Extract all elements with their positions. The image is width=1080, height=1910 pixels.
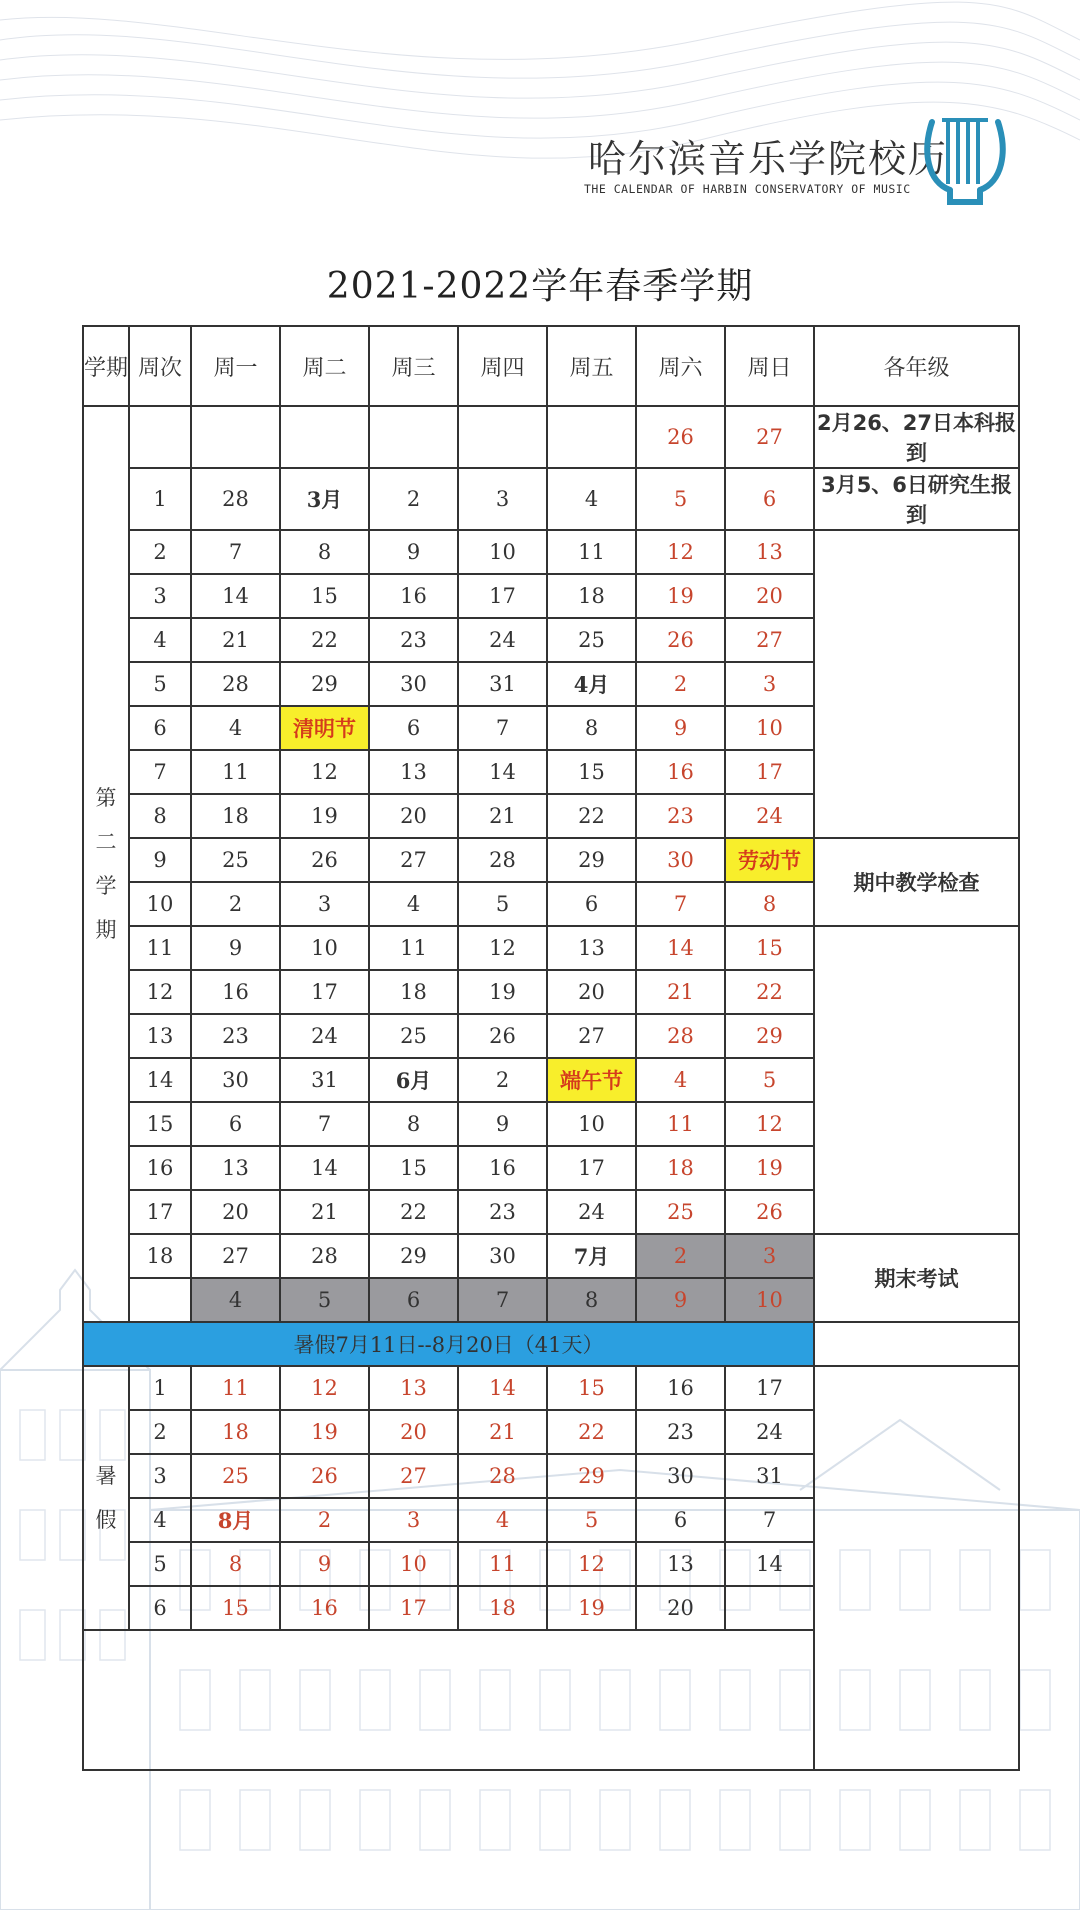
day-cell: 11 [369, 926, 458, 970]
day-cell: 17 [369, 1586, 458, 1630]
week-number: 4 [129, 1498, 191, 1542]
day-cell: 3 [725, 662, 814, 706]
day-cell: 9 [636, 1278, 725, 1322]
day-cell: 11 [458, 1542, 547, 1586]
day-cell: 31 [725, 1454, 814, 1498]
day-cell: 11 [191, 1366, 280, 1410]
day-cell: 5 [636, 468, 725, 530]
day-cell: 21 [191, 618, 280, 662]
day-cell [725, 1586, 814, 1630]
day-cell: 3 [369, 1498, 458, 1542]
day-cell: 26 [636, 406, 725, 468]
day-cell [280, 406, 369, 468]
term-char: 暑 [95, 1464, 117, 1488]
note-undergrad-registration: 2月26、27日本科报到 [814, 406, 1019, 468]
day-cell: 6 [547, 882, 636, 926]
day-cell: 27 [725, 618, 814, 662]
day-cell: 6 [636, 1498, 725, 1542]
note-empty [814, 926, 1019, 1234]
day-cell: 29 [369, 1234, 458, 1278]
day-cell: 12 [458, 926, 547, 970]
day-cell: 10 [547, 1102, 636, 1146]
day-cell: 14 [725, 1542, 814, 1586]
day-cell: 31 [280, 1058, 369, 1102]
day-cell: 7 [636, 882, 725, 926]
day-cell: 6 [369, 706, 458, 750]
day-cell: 14 [458, 750, 547, 794]
day-cell: 27 [547, 1014, 636, 1058]
day-cell: 11 [636, 1102, 725, 1146]
day-cell: 8 [725, 882, 814, 926]
day-cell: 15 [191, 1586, 280, 1630]
page-header [0, 0, 1080, 240]
day-cell: 19 [725, 1146, 814, 1190]
day-cell: 21 [280, 1190, 369, 1234]
week-number: 3 [129, 574, 191, 618]
holiday-cell: 清明节 [280, 706, 369, 750]
day-cell: 20 [191, 1190, 280, 1234]
day-cell: 18 [191, 794, 280, 838]
day-cell: 17 [725, 1366, 814, 1410]
day-cell: 24 [547, 1190, 636, 1234]
school-name: 哈尔滨音乐学院校历 [588, 137, 949, 181]
day-cell: 5 [458, 882, 547, 926]
day-cell: 24 [725, 794, 814, 838]
day-cell: 13 [369, 750, 458, 794]
day-cell: 14 [191, 574, 280, 618]
day-cell: 13 [636, 1542, 725, 1586]
day-cell: 21 [458, 794, 547, 838]
day-cell: 2 [369, 468, 458, 530]
day-cell: 27 [191, 1234, 280, 1278]
day-cell: 6月 [369, 1058, 458, 1102]
day-cell: 13 [547, 926, 636, 970]
day-cell: 24 [725, 1410, 814, 1454]
day-cell: 4 [636, 1058, 725, 1102]
day-cell: 17 [280, 970, 369, 1014]
day-cell: 6 [369, 1278, 458, 1322]
day-cell: 19 [280, 1410, 369, 1454]
day-cell: 22 [547, 794, 636, 838]
week-number: 11 [129, 926, 191, 970]
day-cell [369, 406, 458, 468]
week-number: 8 [129, 794, 191, 838]
day-cell: 16 [280, 1586, 369, 1630]
day-cell: 30 [636, 1454, 725, 1498]
day-cell: 14 [636, 926, 725, 970]
day-cell: 4月 [547, 662, 636, 706]
day-cell: 9 [458, 1102, 547, 1146]
day-cell: 24 [458, 618, 547, 662]
day-cell: 30 [369, 662, 458, 706]
day-cell: 30 [636, 838, 725, 882]
summer-vacation-banner: 暑假7月11日--8月20日（41天） [83, 1322, 814, 1366]
day-cell: 14 [458, 1366, 547, 1410]
day-cell: 10 [369, 1542, 458, 1586]
day-cell: 3 [458, 468, 547, 530]
day-cell: 9 [636, 706, 725, 750]
week-number: 13 [129, 1014, 191, 1058]
day-cell: 9 [191, 926, 280, 970]
day-cell: 29 [547, 1454, 636, 1498]
day-cell: 20 [547, 970, 636, 1014]
holiday-cell: 劳动节 [725, 838, 814, 882]
academic-calendar-table [82, 325, 1020, 1771]
day-cell: 28 [458, 838, 547, 882]
column-header: 周六 [636, 326, 725, 406]
column-header: 周二 [280, 326, 369, 406]
day-cell: 23 [636, 794, 725, 838]
day-cell: 10 [458, 530, 547, 574]
day-cell: 28 [191, 662, 280, 706]
day-cell: 26 [636, 618, 725, 662]
day-cell: 3 [725, 1234, 814, 1278]
day-cell: 4 [369, 882, 458, 926]
day-cell: 22 [725, 970, 814, 1014]
page-title: 2021-2022学年春季学期 [326, 266, 754, 307]
summer-banner-row [83, 1322, 1019, 1366]
day-cell: 3 [280, 882, 369, 926]
column-header: 周四 [458, 326, 547, 406]
day-cell: 6 [725, 468, 814, 530]
note-empty [814, 530, 1019, 838]
day-cell: 29 [547, 838, 636, 882]
day-cell [191, 406, 280, 468]
day-cell: 23 [458, 1190, 547, 1234]
day-cell: 19 [636, 574, 725, 618]
table-row [83, 468, 1019, 530]
day-cell: 16 [636, 1366, 725, 1410]
day-cell: 19 [547, 1586, 636, 1630]
week-number: 17 [129, 1190, 191, 1234]
term-char: 期 [95, 918, 117, 942]
lyre-logo-icon [920, 112, 1010, 208]
day-cell: 27 [725, 406, 814, 468]
note-empty [814, 1322, 1019, 1366]
column-header: 学期 [83, 326, 129, 406]
week-number: 15 [129, 1102, 191, 1146]
note-midterm-check: 期中教学检查 [814, 838, 1019, 926]
day-cell: 8 [547, 706, 636, 750]
day-cell: 20 [369, 1410, 458, 1454]
day-cell: 17 [725, 750, 814, 794]
day-cell: 23 [191, 1014, 280, 1058]
day-cell: 10 [725, 1278, 814, 1322]
week-number: 4 [129, 618, 191, 662]
day-cell: 13 [191, 1146, 280, 1190]
day-cell: 8 [280, 530, 369, 574]
day-cell: 23 [369, 618, 458, 662]
day-cell: 30 [191, 1058, 280, 1102]
day-cell: 13 [725, 530, 814, 574]
blank-cell [83, 1630, 814, 1770]
day-cell: 25 [636, 1190, 725, 1234]
day-cell: 24 [280, 1014, 369, 1058]
day-cell: 12 [547, 1542, 636, 1586]
table-row [83, 1366, 1019, 1410]
note-grad-registration: 3月5、6日研究生报到 [814, 468, 1019, 530]
day-cell: 3月 [280, 468, 369, 530]
day-cell: 18 [191, 1410, 280, 1454]
day-cell: 7月 [547, 1234, 636, 1278]
day-cell: 4 [191, 1278, 280, 1322]
day-cell: 12 [636, 530, 725, 574]
table-row [83, 406, 1019, 468]
week-number: 14 [129, 1058, 191, 1102]
holiday-cell: 端午节 [547, 1058, 636, 1102]
week-number: 10 [129, 882, 191, 926]
term-char: 假 [95, 1508, 117, 1532]
day-cell: 25 [191, 1454, 280, 1498]
column-header: 周次 [129, 326, 191, 406]
day-cell: 22 [547, 1410, 636, 1454]
day-cell: 12 [280, 750, 369, 794]
day-cell: 15 [547, 750, 636, 794]
term-char: 第 [95, 786, 117, 810]
day-cell: 6 [191, 1102, 280, 1146]
day-cell: 25 [191, 838, 280, 882]
day-cell: 30 [458, 1234, 547, 1278]
table-header-row [83, 326, 1019, 406]
day-cell: 16 [191, 970, 280, 1014]
day-cell: 15 [547, 1366, 636, 1410]
day-cell: 4 [458, 1498, 547, 1542]
day-cell: 7 [191, 530, 280, 574]
day-cell: 11 [547, 530, 636, 574]
day-cell: 5 [280, 1278, 369, 1322]
day-cell: 18 [458, 1586, 547, 1630]
day-cell: 19 [280, 794, 369, 838]
day-cell: 17 [458, 574, 547, 618]
column-header: 周日 [725, 326, 814, 406]
day-cell: 12 [280, 1366, 369, 1410]
day-cell: 26 [280, 838, 369, 882]
week-number: 6 [129, 1586, 191, 1630]
column-header: 各年级 [814, 326, 1019, 406]
day-cell: 16 [369, 574, 458, 618]
day-cell: 16 [636, 750, 725, 794]
day-cell: 26 [458, 1014, 547, 1058]
term-char: 二 [95, 830, 117, 854]
week-number: 3 [129, 1454, 191, 1498]
day-cell: 22 [369, 1190, 458, 1234]
day-cell: 2 [280, 1498, 369, 1542]
day-cell: 10 [280, 926, 369, 970]
column-header: 周三 [369, 326, 458, 406]
table-row [83, 926, 1019, 970]
term-char: 学 [95, 874, 117, 898]
day-cell: 9 [369, 530, 458, 574]
day-cell: 18 [547, 574, 636, 618]
table-row [83, 1234, 1019, 1278]
day-cell: 7 [458, 706, 547, 750]
term-label-summer [83, 1366, 129, 1630]
week-number: 2 [129, 1410, 191, 1454]
day-cell: 29 [280, 662, 369, 706]
week-number: 16 [129, 1146, 191, 1190]
day-cell: 26 [280, 1454, 369, 1498]
day-cell: 2 [191, 882, 280, 926]
school-subtitle: THE CALENDAR OF HARBIN CONSERVATORY OF MUSIC [584, 182, 911, 196]
day-cell: 18 [636, 1146, 725, 1190]
day-cell: 2 [636, 1234, 725, 1278]
note-final-exam: 期末考试 [814, 1234, 1019, 1322]
day-cell: 31 [458, 662, 547, 706]
table-row [83, 838, 1019, 882]
day-cell: 20 [369, 794, 458, 838]
day-cell: 20 [636, 1586, 725, 1630]
day-cell: 27 [369, 838, 458, 882]
day-cell [547, 406, 636, 468]
day-cell: 19 [458, 970, 547, 1014]
day-cell: 28 [458, 1454, 547, 1498]
week-number: 1 [129, 468, 191, 530]
week-number: 7 [129, 750, 191, 794]
day-cell: 17 [547, 1146, 636, 1190]
day-cell: 8月 [191, 1498, 280, 1542]
week-number: 9 [129, 838, 191, 882]
day-cell: 10 [725, 706, 814, 750]
day-cell: 7 [458, 1278, 547, 1322]
day-cell: 16 [458, 1146, 547, 1190]
day-cell: 27 [369, 1454, 458, 1498]
day-cell: 8 [191, 1542, 280, 1586]
week-number: 6 [129, 706, 191, 750]
week-number: 5 [129, 662, 191, 706]
week-number [129, 406, 191, 468]
day-cell: 21 [636, 970, 725, 1014]
day-cell [458, 406, 547, 468]
week-number [129, 1278, 191, 1322]
day-cell: 14 [280, 1146, 369, 1190]
day-cell: 18 [369, 970, 458, 1014]
column-header: 周一 [191, 326, 280, 406]
day-cell: 7 [280, 1102, 369, 1146]
week-number: 12 [129, 970, 191, 1014]
table-row [83, 530, 1019, 574]
week-number: 2 [129, 530, 191, 574]
day-cell: 8 [369, 1102, 458, 1146]
day-cell: 5 [547, 1498, 636, 1542]
day-cell: 15 [725, 926, 814, 970]
column-header: 周五 [547, 326, 636, 406]
week-number: 18 [129, 1234, 191, 1278]
day-cell: 12 [725, 1102, 814, 1146]
day-cell: 20 [725, 574, 814, 618]
day-cell: 7 [725, 1498, 814, 1542]
day-cell: 23 [636, 1410, 725, 1454]
day-cell: 28 [280, 1234, 369, 1278]
week-number: 5 [129, 1542, 191, 1586]
day-cell: 28 [191, 468, 280, 530]
day-cell: 9 [280, 1542, 369, 1586]
day-cell: 4 [547, 468, 636, 530]
week-number: 1 [129, 1366, 191, 1410]
day-cell: 22 [280, 618, 369, 662]
day-cell: 28 [636, 1014, 725, 1058]
day-cell: 2 [458, 1058, 547, 1102]
day-cell: 2 [636, 662, 725, 706]
day-cell: 8 [547, 1278, 636, 1322]
day-cell: 13 [369, 1366, 458, 1410]
day-cell: 29 [725, 1014, 814, 1058]
day-cell: 25 [547, 618, 636, 662]
day-cell: 5 [725, 1058, 814, 1102]
note-empty [814, 1366, 1019, 1770]
day-cell: 15 [280, 574, 369, 618]
term-label-second-semester [83, 406, 129, 1322]
day-cell: 15 [369, 1146, 458, 1190]
day-cell: 4 [191, 706, 280, 750]
day-cell: 21 [458, 1410, 547, 1454]
day-cell: 11 [191, 750, 280, 794]
day-cell: 25 [369, 1014, 458, 1058]
day-cell: 26 [725, 1190, 814, 1234]
